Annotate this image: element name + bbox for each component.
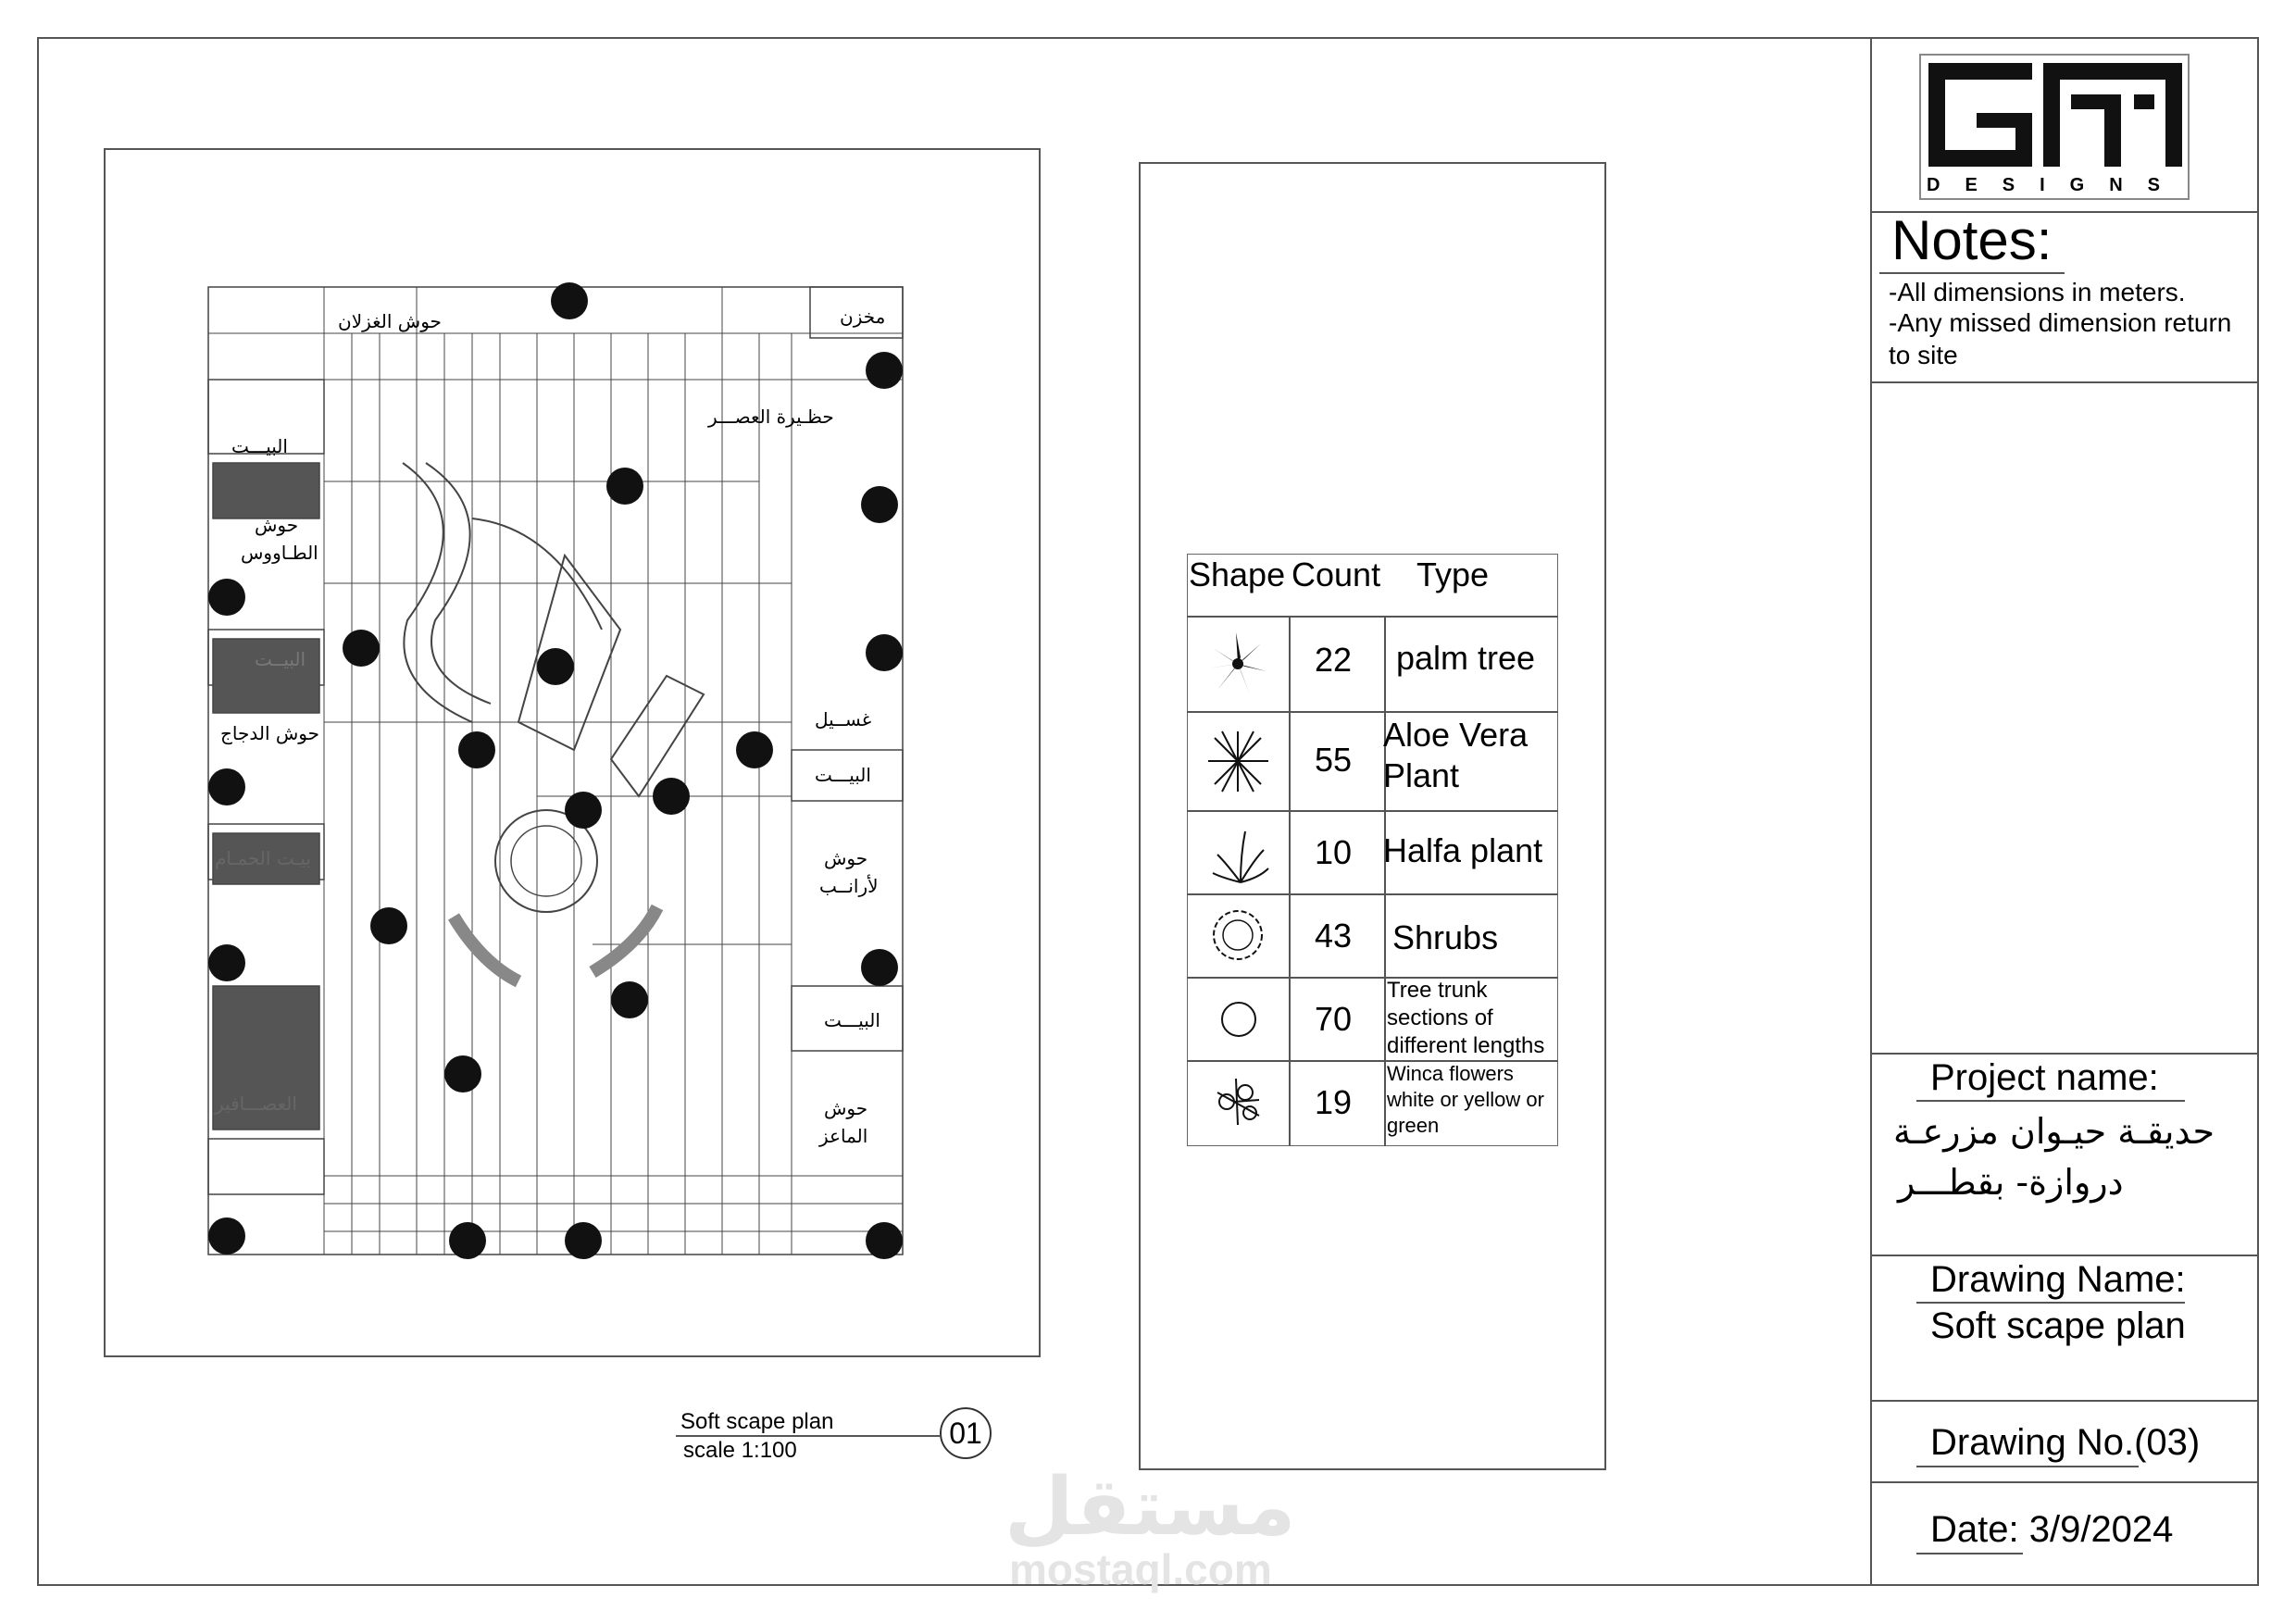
legend-count-shrubs: 43 xyxy=(1315,917,1353,955)
angled-deck xyxy=(518,556,620,750)
label-sparrows: العصـــافير xyxy=(215,1092,297,1115)
gm-logo-icon xyxy=(1921,57,2188,172)
title-block-divider xyxy=(1870,37,1872,1586)
label-chicken-yard: حوش الدجاج xyxy=(220,722,319,744)
watermark-arabic: مستقل xyxy=(1004,1461,1296,1554)
watermark-latin: mostaql.com xyxy=(1009,1545,1272,1593)
legend-row-line xyxy=(1187,810,1558,812)
label-rabbit-yard-1: حوش xyxy=(824,847,868,869)
legend-type-palm: palm tree xyxy=(1396,639,1536,677)
aloe-vera-icon xyxy=(1204,727,1273,796)
date-underline xyxy=(1916,1553,2023,1554)
label-gazelle-yard: حوش الغزلان xyxy=(338,310,442,332)
legend-header-type: Type xyxy=(1416,556,1490,593)
title-block-rule xyxy=(1870,381,2259,383)
project-line-1: حديقـة حيـوان مزرعـة xyxy=(1893,1111,2215,1152)
label-peacock-yard-1: حوش xyxy=(255,514,299,536)
title-block-rule xyxy=(1870,1400,2259,1402)
legend-count-aloe: 55 xyxy=(1315,741,1353,779)
drawing-number: Drawing No.(03) xyxy=(1930,1422,2201,1463)
legend-row-line xyxy=(1187,616,1558,618)
legend-count-winca: 19 xyxy=(1315,1083,1353,1121)
label-house-3: البيـــت xyxy=(815,764,871,786)
legend-count-trunk: 70 xyxy=(1315,1000,1353,1038)
label-house-2: البيــت xyxy=(255,648,306,670)
legend-row-line xyxy=(1187,893,1558,895)
label-pigeon-house: بيـت الحمـام xyxy=(215,847,311,869)
plan-caption-number-circle xyxy=(940,1407,992,1459)
project-heading: Project name: xyxy=(1930,1057,2159,1098)
label-store: مخزن xyxy=(840,306,886,328)
drawing-name-underline xyxy=(1916,1302,2185,1304)
label-wash: غســيل xyxy=(815,708,872,730)
title-block-rule xyxy=(1870,1255,2259,1256)
drawing-name-heading: Drawing Name: xyxy=(1930,1259,2186,1300)
tree-trunk-icon xyxy=(1219,1000,1258,1039)
hatched-block-1 xyxy=(213,463,319,518)
halfa-plant-icon xyxy=(1208,827,1273,887)
label-peacock-yard-2: الطـاووس xyxy=(241,542,318,564)
legend-count-palm: 22 xyxy=(1315,641,1353,679)
angled-deck-2 xyxy=(611,676,704,796)
legend-type-halfa: Halfa plant xyxy=(1383,831,1543,869)
notes-heading: Notes: xyxy=(1891,209,2053,271)
label-bird-enclosure: حظـيرة العصـــر xyxy=(708,406,834,428)
legend-header-shape: Shape xyxy=(1189,556,1286,593)
label-goat-yard-2: الماعز xyxy=(819,1125,868,1147)
plan-caption-title: Soft scape plan xyxy=(680,1409,834,1434)
logo-designs-text: DESIGNS xyxy=(1927,175,2186,195)
drawing-number-underline xyxy=(1916,1466,2139,1467)
label-house-4: البيـــت xyxy=(824,1009,880,1031)
shrub-icon xyxy=(1208,905,1268,966)
note-1: -All dimensions in meters. xyxy=(1889,278,2186,306)
drawing-date: Date: 3/9/2024 xyxy=(1930,1509,2174,1550)
notes-underline xyxy=(1879,272,2065,274)
winca-flower-icon xyxy=(1208,1074,1268,1130)
legend-col-line-1 xyxy=(1289,616,1291,1146)
project-underline xyxy=(1916,1100,2185,1102)
legend-type-trunk: Tree trunk sections of different lengths xyxy=(1387,978,1545,1058)
plan-caption-scale: scale 1:100 xyxy=(683,1438,797,1463)
legend-type-shrubs: Shrubs xyxy=(1392,918,1499,956)
arc-bench-left xyxy=(454,917,518,981)
legend-type-winca: Winca flowers white or yellow or green xyxy=(1387,1062,1544,1137)
note-2a: -Any missed dimension return xyxy=(1889,308,2232,337)
project-line-2: دروازة- بقطـــر xyxy=(1898,1162,2124,1203)
legend-row-line xyxy=(1187,711,1558,713)
company-logo xyxy=(1919,54,2190,200)
legend-header-count: Count xyxy=(1292,556,1381,593)
plan-caption-underline xyxy=(676,1435,940,1437)
palm-tree-icon xyxy=(1204,630,1273,699)
drawing-name: Soft scape plan xyxy=(1930,1305,2186,1346)
legend-col-line-2 xyxy=(1384,616,1386,1146)
legend-type-aloe: Aloe Vera Plant xyxy=(1383,716,1529,794)
title-block-rule xyxy=(1870,1481,2259,1483)
label-rabbit-yard-2: لأرانــب xyxy=(819,875,879,897)
central-fountain-inner xyxy=(511,826,581,896)
title-block-rule xyxy=(1870,1053,2259,1055)
legend-count-halfa: 10 xyxy=(1315,833,1353,871)
label-house-1: البيـــت xyxy=(231,435,288,457)
plan-caption-number: 01 xyxy=(949,1416,982,1450)
note-2b: to site xyxy=(1889,341,1958,369)
label-goat-yard-1: حوش xyxy=(824,1097,868,1119)
